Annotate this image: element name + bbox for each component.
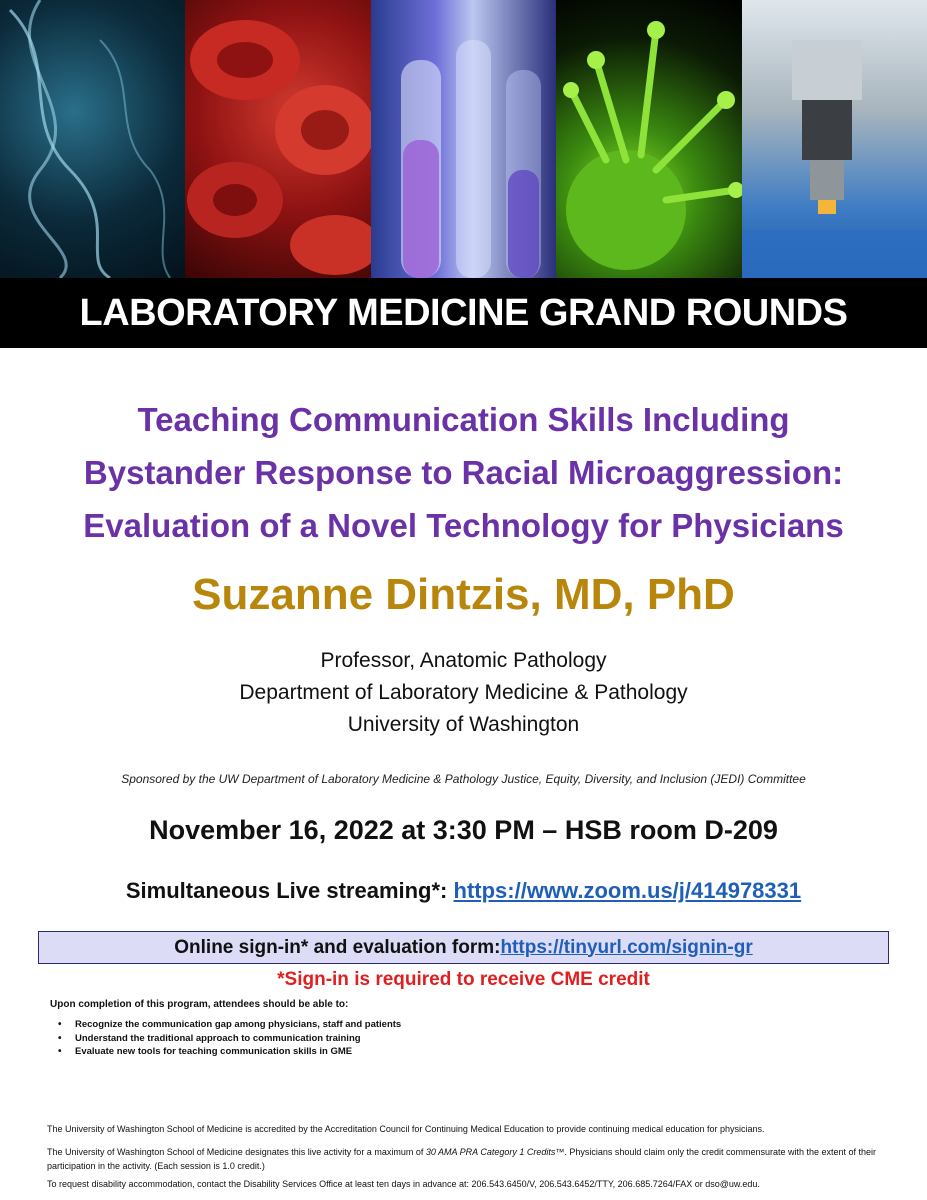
speaker-affiliation: [0, 645, 927, 741]
speaker-position: Professor, Anatomic Pathology: [320, 649, 607, 672]
series-title: LABORATORY MEDICINE GRAND ROUNDS: [79, 291, 848, 334]
red-blood-cells-image: [185, 0, 370, 278]
event-date-location: November 16, 2022 at 3:30 PM – HSB room D-209: [149, 815, 778, 845]
list-item: • Evaluate new tools for teaching communication skills in GME: [50, 1045, 401, 1059]
sponsor-note: Sponsored by the UW Department of Laboratory Medicine & Pathology Justice, Equity, Diversity, and Inclusion (JEDI) Committee: [121, 772, 806, 786]
accreditation-statement: The University of Washington School of Medicine is accredited by the Accreditation Council for Continuing Medical Education to provide continuing medical education for physicians.: [47, 1124, 765, 1134]
speaker-department: Department of Laboratory Medicine & Pathology: [239, 681, 688, 704]
talk-title: [30, 393, 897, 552]
objectives-list: [50, 1018, 401, 1059]
speaker-name: Suzanne Dintzis, MD, PhD: [192, 570, 735, 619]
signin-label: Online sign-in* and evaluation form:: [174, 936, 501, 958]
grand-rounds-banner: [0, 278, 927, 348]
designation-prefix: The University of Washington School of Medicine designates this live activity for a maximum of: [47, 1147, 426, 1157]
talk-title-line: Teaching Communication Skills Including: [137, 401, 790, 438]
talk-title-line: Bystander Response to Racial Microaggression:: [83, 454, 844, 491]
designation-credits: 30 AMA PRA Category 1 Credits™: [425, 1147, 565, 1157]
live-streaming: [0, 878, 927, 904]
dna-helix-image: [0, 0, 185, 278]
signin-link[interactable]: https://tinyurl.com/signin-gr: [500, 936, 753, 958]
speaker-institution: University of Washington: [347, 713, 580, 736]
stream-label: Simultaneous Live streaming*:: [125, 878, 454, 903]
virus-image: [556, 0, 741, 278]
cme-note: *Sign-in is required to receive CME credit: [277, 969, 650, 990]
zoom-link[interactable]: https://www.zoom.us/j/414978331: [453, 878, 802, 903]
objectives-intro: Upon completion of this program, attendees should be able to:: [50, 999, 349, 1010]
microscope-image: [742, 0, 927, 278]
disability-statement: To request disability accommodation, contact the Disability Services Office at least ten days in advance at: 206.543.6450/V, 206.543.6452/TTY, 206.685.7264/FAX or dso@uw.edu.: [47, 1179, 760, 1189]
talk-title-line: Evaluation of a Novel Technology for Physicians: [83, 507, 844, 544]
list-item: • Understand the traditional approach to communication training: [50, 1032, 401, 1046]
signin-box: [38, 931, 889, 964]
test-tubes-image: [371, 0, 556, 278]
list-item: • Recognize the communication gap among physicians, staff and patients: [50, 1018, 401, 1032]
banner-images: [0, 0, 927, 278]
designation-suffix: . Physicians should claim only the credit commensurate with the extent of their participation in the activity. (Each session is 1.0 credit.): [47, 1147, 877, 1171]
credit-designation: [47, 1146, 887, 1173]
